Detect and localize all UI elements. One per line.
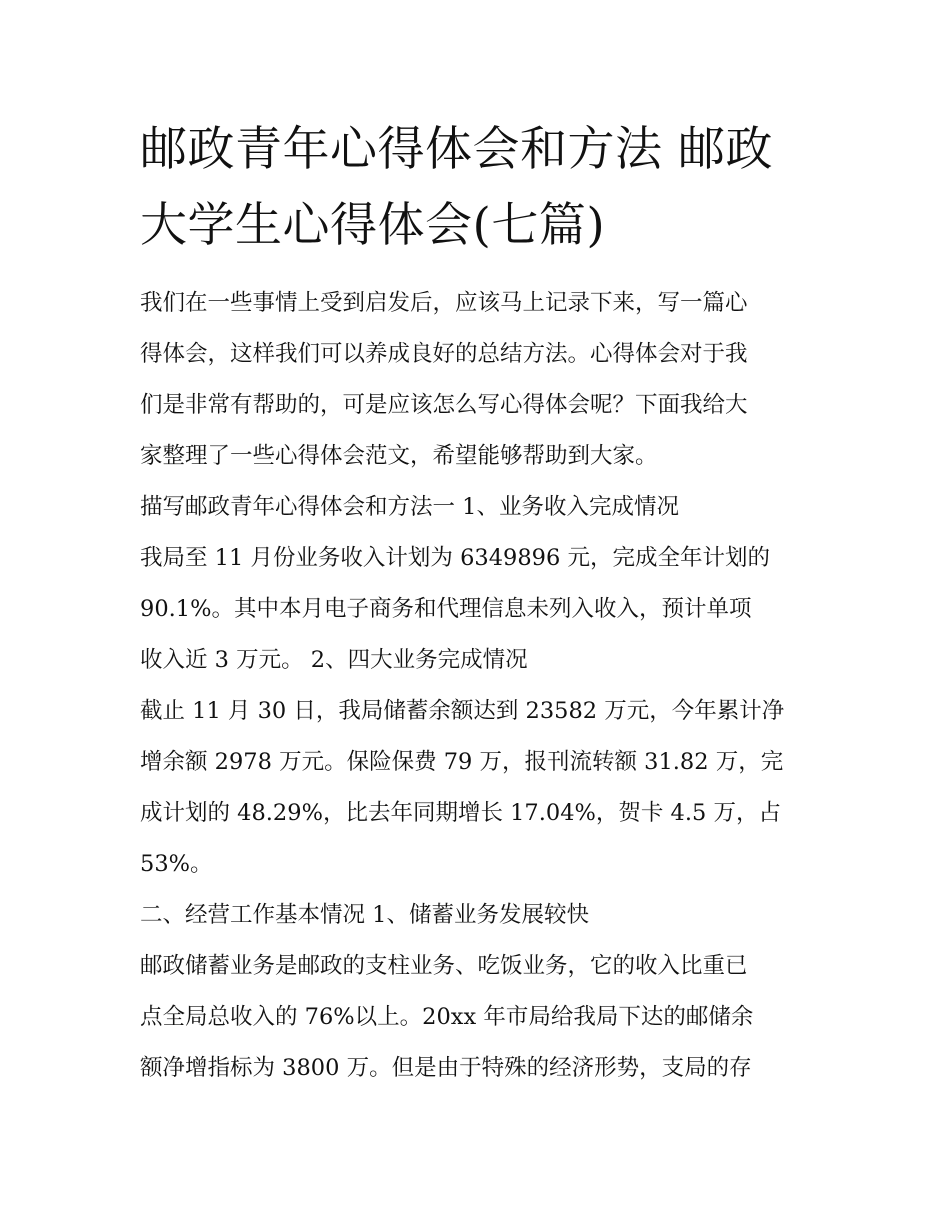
text-line-income-3: 收入近 3 万元。 2、四大业务完成情况 [140,647,528,673]
section-heading-income: 描写邮政青年心得体会和方法一 1、业务收入完成情况 [140,494,679,520]
text-line-intro-4: 家整理了一些心得体会范文，希望能够帮助到大家。 [140,443,658,469]
title-line-2: 大学生心得体会(七篇) [140,198,606,253]
text-line-savings-3: 额净增指标为 3800 万。但是由于特殊的经济形势，支局的存 [140,1055,752,1081]
title-line-1: 邮政青年心得体会和方法 邮政 [140,122,773,177]
text-line-business-2: 增余额 2978 万元。保险保费 79 万，报刊流转额 31.82 万，完 [140,749,784,775]
text-line-intro-2: 得体会，这样我们可以养成良好的总结方法。心得体会对于我 [140,341,748,367]
text-line-income-1: 我局至 11 月份业务收入计划为 6349896 元，完成全年计划的 [140,545,770,571]
text-line-intro-1: 我们在一些事情上受到启发后，应该马上记录下来，写一篇心 [140,290,748,316]
text-line-savings-2: 点全局总收入的 76%以上。20xx 年市局给我局下达的邮储余 [140,1004,754,1030]
section-heading-operations: 二、经营工作基本情况 1、储蓄业务发展较快 [140,902,589,928]
text-line-income-2: 90.1%。其中本月电子商务和代理信息未列入收入，预计单项 [140,596,752,622]
text-line-business-3: 成计划的 48.29%，比去年同期增长 17.04%，贺卡 4.5 万，占 [140,800,781,826]
document-title [140,112,830,264]
text-line-business-4: 53%。 [140,851,213,877]
text-line-business-1: 截止 11 月 30 日，我局储蓄余额达到 23582 万元，今年累计净 [140,698,785,724]
text-line-savings-1: 邮政储蓄业务是邮政的支柱业务、吃饭业务，它的收入比重已 [140,953,748,979]
document-body [140,278,830,1094]
text-line-intro-3: 们是非常有帮助的，可是应该怎么写心得体会呢？下面我给大 [140,392,748,418]
